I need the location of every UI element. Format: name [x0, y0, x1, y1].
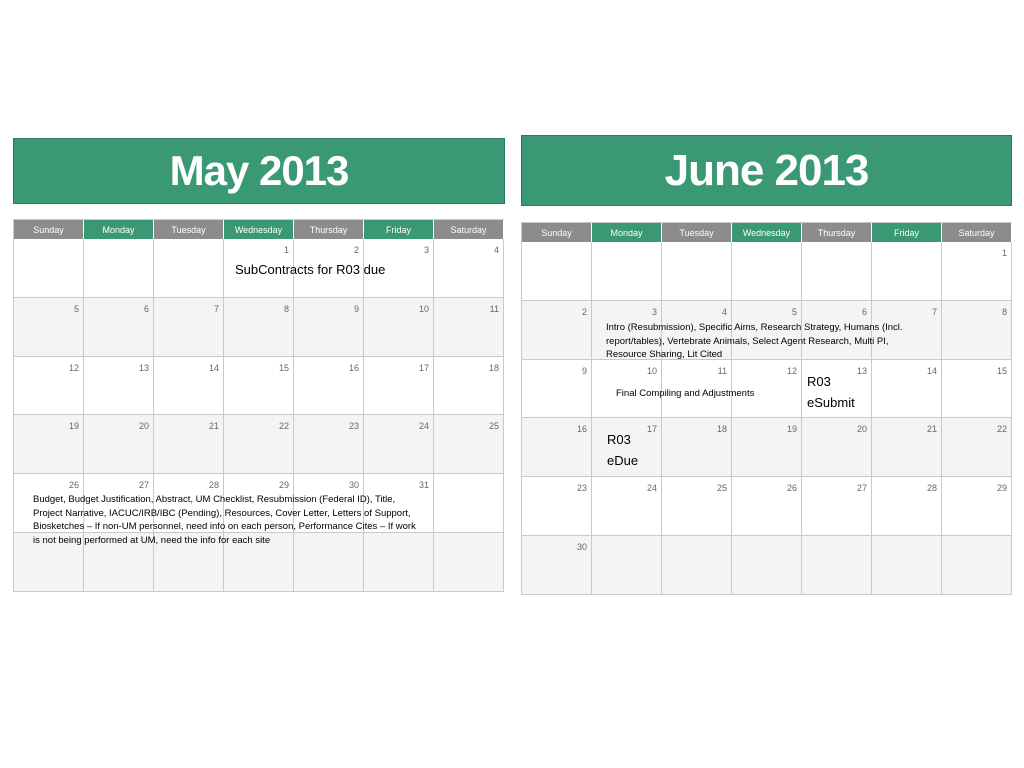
- day-header: Tuesday: [154, 220, 224, 239]
- day-number: 11: [489, 303, 499, 314]
- day-number: 26: [68, 480, 79, 491]
- day-number: 13: [138, 362, 149, 373]
- day-number: 4: [493, 245, 499, 255]
- day-header: Monday: [592, 223, 662, 242]
- day-number: 1: [283, 245, 289, 255]
- day-cell: [662, 242, 732, 301]
- day-header: Sunday: [14, 220, 84, 239]
- june-edue-note: R03 eDue: [607, 432, 639, 468]
- day-cell: [154, 357, 224, 416]
- day-number: 27: [856, 483, 867, 494]
- day-cell: [802, 477, 872, 536]
- day-header: Friday: [872, 223, 942, 242]
- day-cell: [434, 533, 504, 592]
- day-cell: [662, 477, 732, 536]
- day-number: 15: [996, 365, 1007, 376]
- day-cell: [154, 298, 224, 357]
- may-budget-note: Budget, Budget Justification, Abstract, UM Checklist, Resubmission (Federal ID), Title, Project Narrative, IACUC/IRB/IBC (Pending), Resources, Cover Letter, Letters of Support, Biosketches – If non-UM personnel, need info on each person, Performance Cites – If work is not being performed at UM, need the info for each site: [33, 494, 416, 546]
- day-cell: [84, 357, 154, 416]
- day-number: 9: [353, 303, 359, 314]
- day-cell: [522, 536, 592, 595]
- day-cell: [364, 357, 434, 416]
- day-cell: [732, 242, 802, 301]
- day-header: Thursday: [294, 220, 364, 239]
- day-header: Thursday: [802, 223, 872, 242]
- may-title-banner: [13, 138, 505, 204]
- day-cell: [802, 536, 872, 595]
- day-number: 17: [418, 362, 429, 373]
- day-number: 7: [931, 306, 937, 317]
- day-cell: [224, 298, 294, 357]
- day-number: 12: [786, 365, 797, 376]
- day-header: Saturday: [942, 223, 1012, 242]
- day-cell: [942, 242, 1012, 301]
- day-number: 23: [576, 483, 587, 494]
- day-number: 28: [208, 480, 219, 491]
- day-cell: [522, 360, 592, 419]
- day-cell: [434, 239, 504, 298]
- may-title: May 2013: [169, 147, 349, 194]
- day-number: 9: [581, 365, 587, 376]
- day-number: 31: [418, 480, 429, 491]
- day-cell: [434, 474, 504, 533]
- day-number: 19: [68, 421, 79, 432]
- day-cell: [662, 418, 732, 477]
- day-cell: [802, 418, 872, 477]
- day-number: 10: [418, 303, 429, 314]
- day-number: 7: [213, 303, 219, 314]
- day-number: 19: [786, 424, 797, 435]
- day-cell: [434, 298, 504, 357]
- day-header: Wednesday: [224, 220, 294, 239]
- day-cell: [434, 357, 504, 416]
- day-number: 22: [996, 424, 1007, 435]
- day-cell: [14, 415, 84, 474]
- day-cell: [942, 477, 1012, 536]
- day-cell: [872, 242, 942, 301]
- day-number: 16: [348, 362, 359, 373]
- day-number: 24: [646, 483, 657, 494]
- day-cell: [942, 360, 1012, 419]
- day-cell: [732, 418, 802, 477]
- day-cell: [942, 418, 1012, 477]
- day-cell: [592, 536, 662, 595]
- day-number: 5: [791, 306, 797, 317]
- day-cell: [942, 536, 1012, 595]
- day-cell: [732, 536, 802, 595]
- day-number: 25: [716, 483, 727, 494]
- day-number: 14: [208, 362, 219, 373]
- day-number: 21: [208, 421, 219, 432]
- day-number: 30: [576, 542, 587, 553]
- day-cell: [364, 415, 434, 474]
- day-header: Sunday: [522, 223, 592, 242]
- day-number: 2: [353, 245, 359, 255]
- day-header: Tuesday: [662, 223, 732, 242]
- day-number: 29: [996, 483, 1007, 494]
- day-number: 18: [716, 424, 727, 435]
- day-cell: [802, 242, 872, 301]
- day-cell: [662, 536, 732, 595]
- day-cell: [872, 360, 942, 419]
- day-number: 17: [646, 424, 657, 435]
- day-number: 28: [926, 483, 937, 494]
- day-cell: [872, 418, 942, 477]
- day-cell: [592, 477, 662, 536]
- day-header: Saturday: [434, 220, 504, 239]
- day-number: 1: [1001, 248, 1007, 258]
- day-number: 30: [348, 480, 359, 491]
- day-cell: [84, 239, 154, 298]
- day-cell: [732, 477, 802, 536]
- day-number: 22: [278, 421, 289, 432]
- may-subcontracts-note: SubContracts for R03 due: [235, 262, 386, 277]
- day-header: Wednesday: [732, 223, 802, 242]
- june-final-note: Final Compiling and Adjustments: [616, 388, 755, 399]
- day-number: 27: [138, 480, 149, 491]
- day-cell: [364, 298, 434, 357]
- day-cell: [522, 242, 592, 301]
- day-number: 11: [717, 365, 727, 376]
- day-cell: [434, 415, 504, 474]
- day-number: 6: [143, 303, 149, 314]
- june-title-banner: [521, 135, 1012, 206]
- day-cell: [84, 298, 154, 357]
- day-number: 25: [488, 421, 499, 432]
- day-number: 21: [926, 424, 937, 435]
- day-number: 10: [646, 365, 657, 376]
- day-number: 4: [721, 306, 727, 317]
- day-cell: [294, 357, 364, 416]
- day-number: 20: [138, 421, 149, 432]
- june-intro-note: Intro (Resubmission), Specific Aims, Research Strategy, Humans (Incl. report/tables), Vertebrate Animals, Select Agent Research, Multi PI, Resource Sharing, Lit Cited: [606, 322, 903, 360]
- day-cell: [872, 536, 942, 595]
- day-number: 15: [278, 362, 289, 373]
- day-cell: [294, 415, 364, 474]
- day-cell: [522, 418, 592, 477]
- day-header: Monday: [84, 220, 154, 239]
- day-cell: [592, 242, 662, 301]
- day-number: 8: [283, 303, 289, 314]
- day-cell: [224, 357, 294, 416]
- june-esubmit-note: R03 eSubmit: [807, 374, 855, 410]
- day-number: 5: [73, 303, 79, 314]
- june-title: June 2013: [664, 145, 869, 195]
- day-number: 2: [581, 306, 587, 317]
- day-cell: [522, 477, 592, 536]
- day-number: 16: [576, 424, 587, 435]
- day-cell: [14, 239, 84, 298]
- day-number: 14: [926, 365, 937, 376]
- day-number: 6: [861, 306, 867, 317]
- day-cell: [14, 298, 84, 357]
- day-cell: [942, 301, 1012, 360]
- day-number: 20: [856, 424, 867, 435]
- day-number: 3: [651, 306, 657, 317]
- day-cell: [154, 415, 224, 474]
- day-number: 24: [418, 421, 429, 432]
- day-number: 29: [278, 480, 289, 491]
- day-number: 18: [488, 362, 499, 373]
- june-grid: [521, 222, 1012, 595]
- day-number: 13: [856, 365, 867, 376]
- day-cell: [154, 239, 224, 298]
- day-cell: [522, 301, 592, 360]
- day-cell: [84, 415, 154, 474]
- day-cell: [872, 477, 942, 536]
- day-number: 12: [68, 362, 79, 373]
- day-cell: [14, 357, 84, 416]
- day-cell: [224, 415, 294, 474]
- day-number: 26: [786, 483, 797, 494]
- day-number: 8: [1001, 306, 1007, 317]
- day-header: Friday: [364, 220, 434, 239]
- day-number: 23: [348, 421, 359, 432]
- day-cell: [294, 298, 364, 357]
- day-number: 3: [423, 245, 429, 255]
